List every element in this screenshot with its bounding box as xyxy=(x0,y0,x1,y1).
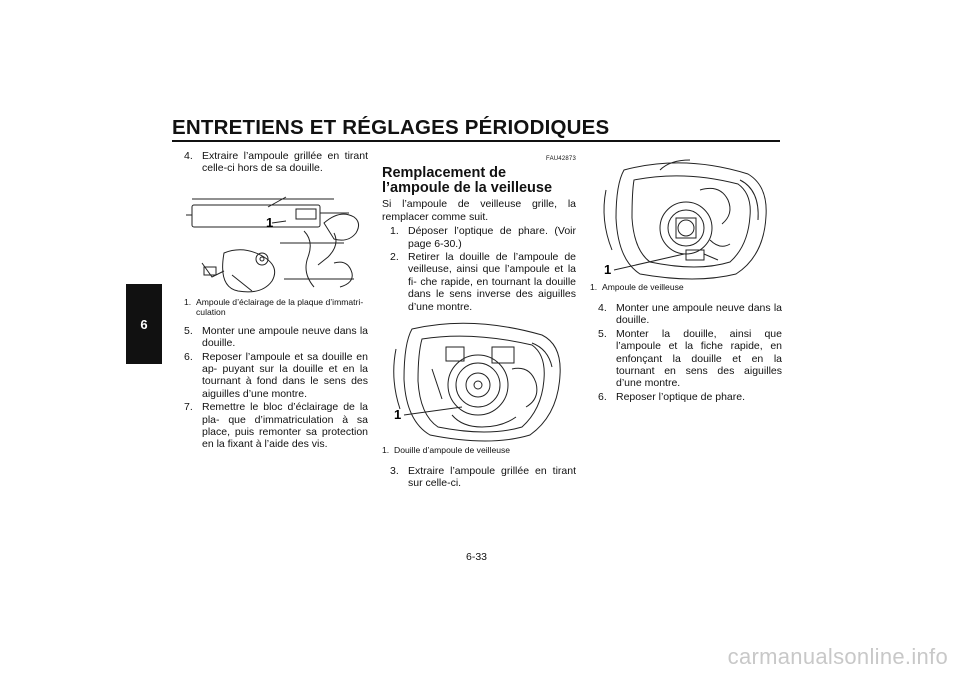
step-5: 5. Monter une ampoule neuve dans la douille. xyxy=(184,324,368,350)
section-intro: Si l’ampoule de veilleuse grille, la remplacer comme suit. xyxy=(382,198,576,223)
figure-caption: 1. Ampoule d’éclairage de la plaque d’immatri- culation xyxy=(184,296,364,317)
license-plate-bulb-illustration xyxy=(184,183,368,295)
step-7: 7. Remettre le bloc d’éclairage de la pla- que d’immatriculation à sa place, puis remonter sa protection en la fixant à l’aide des vis. xyxy=(184,401,368,451)
auxiliary-socket-illustration xyxy=(382,319,576,443)
step-4-extract-bulb: 4. Extraire l’ampoule grillée en tirant celle-ci hors de sa douille. xyxy=(184,150,368,175)
step-5: 5. Monter la douille, ainsi que l’ampoule et la fiche rapide, en enfonçant la douille et en la tournant en sens des aiguilles d’une montre. xyxy=(598,327,782,390)
watermark-link[interactable]: carmanualsonline.info xyxy=(727,644,948,669)
column-1 xyxy=(184,150,368,452)
section-title: Remplacement de l’ampoule de la veilleuse xyxy=(382,165,553,197)
step-6: 6. Reposer l’ampoule et sa douille en ap- puyant sur la douille et en la tournant à fond dans le sens des aiguilles d’une montre. xyxy=(184,350,368,400)
header-rule xyxy=(172,140,780,142)
license-plate-bulb-drawing xyxy=(184,183,368,295)
step-1: 1. Déposer l’optique de phare. (Voir page 6-30.) xyxy=(390,225,576,250)
section-code: FAU42873 xyxy=(546,156,576,162)
callout-1: 1 xyxy=(266,214,274,230)
page-number: 6-33 xyxy=(466,551,488,563)
step-2: 2. Retirer la douille de l’ampoule de veilleuse, ainsi que l’ampoule et la fi- che rapide, en tournant la douille dans le sens inverse des aiguilles d’une montre. xyxy=(390,251,576,313)
step-3: 3. Extraire l’ampoule grillée en tirant sur celle-ci. xyxy=(390,465,576,490)
callout-1: 1 xyxy=(394,407,402,423)
auxiliary-socket-drawing xyxy=(382,319,576,443)
column-3 xyxy=(590,150,782,404)
figure-caption: 1. Ampoule de veilleuse xyxy=(590,282,684,292)
auxiliary-bulb-illustration xyxy=(590,150,782,280)
column-2 xyxy=(382,150,576,491)
page-title: ENTRETIENS ET RÉGLAGES PÉRIODIQUES xyxy=(172,116,610,139)
callout-1: 1 xyxy=(604,262,612,277)
step-6: 6. Reposer l’optique de phare. xyxy=(598,390,746,403)
figure-caption: 1. Douille d’ampoule de veilleuse xyxy=(382,445,511,456)
auxiliary-bulb-drawing xyxy=(590,150,782,280)
chapter-tab: 6 xyxy=(126,284,162,364)
step-4: 4. Monter une ampoule neuve dans la douille. xyxy=(598,302,782,327)
